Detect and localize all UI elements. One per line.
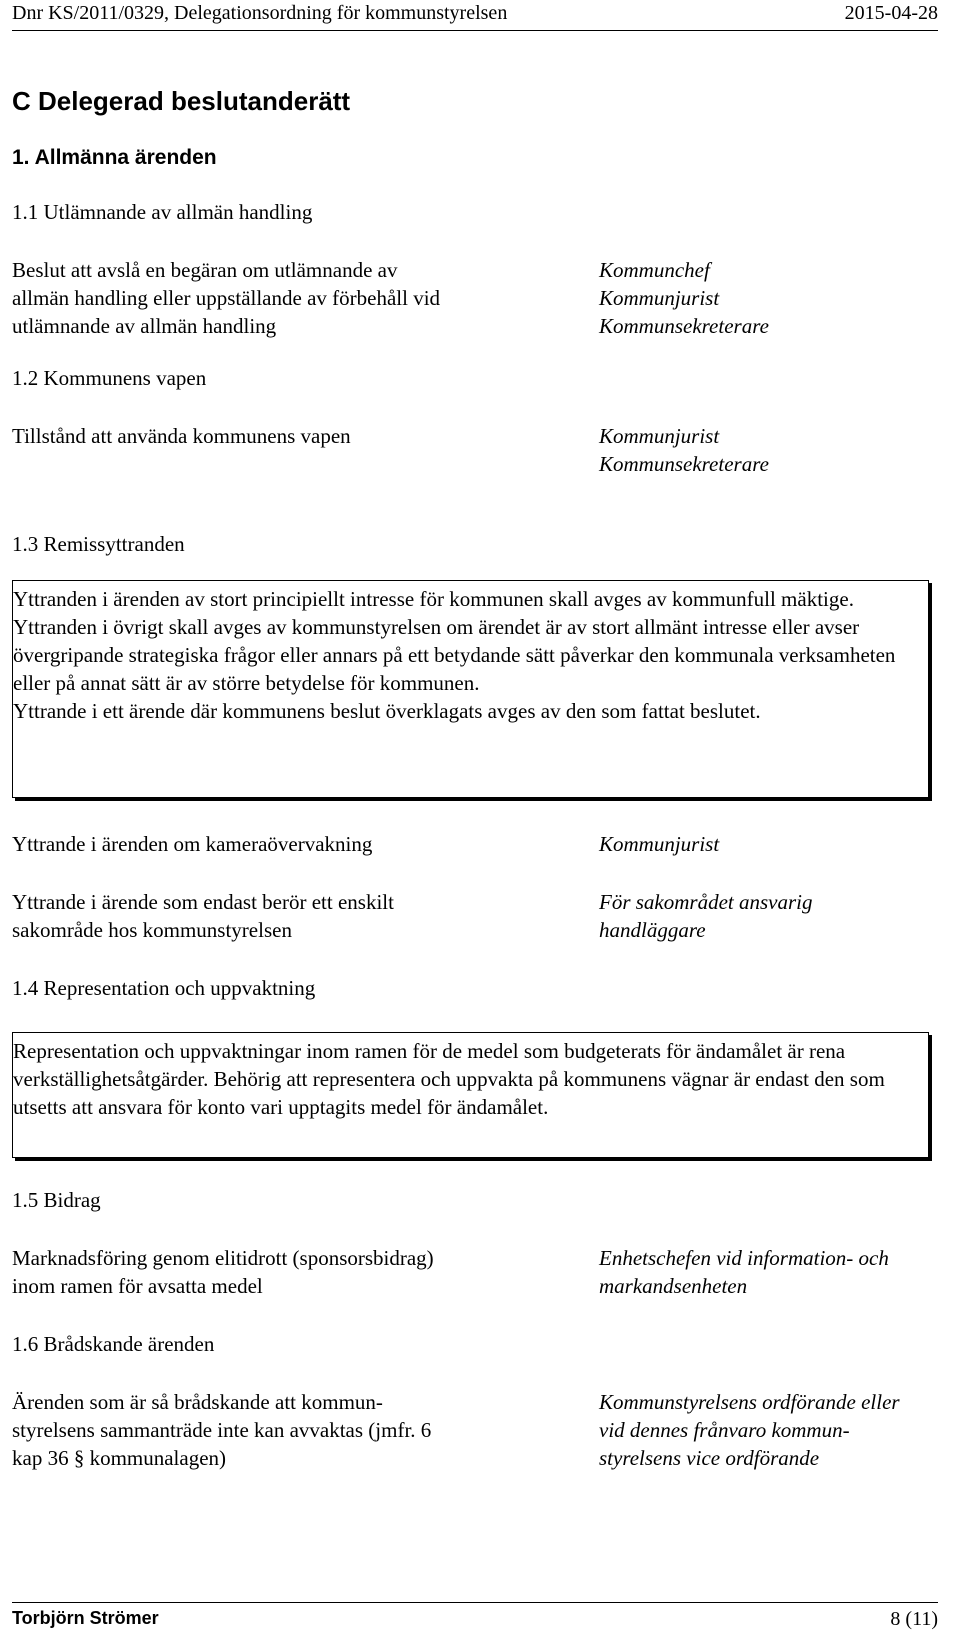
- box-paragraph-3: Yttrande i ett ärende där kommunens beslut överklagats avges av den som fattat beslutet.: [13, 699, 761, 723]
- delegate: Kommunsekreterare: [599, 314, 769, 338]
- item-line: sakområde hos kommunstyrelsen: [12, 918, 292, 942]
- header-date: 2015-04-28: [844, 2, 938, 24]
- item-line: styrelsens sammanträde inte kan avvaktas (jmfr. 6: [12, 1418, 432, 1442]
- item-line: Yttrande i ärenden om kameraövervakning: [12, 832, 373, 856]
- section-1-3-delegate-b: [599, 888, 959, 944]
- section-1-2-heading: 1.2 Kommunens vapen: [12, 366, 207, 390]
- item-line: Beslut att avslå en begäran om utlämnande av: [12, 258, 398, 282]
- delegate: Kommunjurist: [599, 286, 720, 310]
- section-1-6-heading: 1.6 Brådskande ärenden: [12, 1332, 215, 1356]
- box-text: Representation och uppvaktningar inom ramen för de medel som budgeterats för ändamålet är rena verkställighetsåtgärder. Behörig att representera och uppvakta på kommunens vägnar är endast den som utsetts att ansvara för konto vari upptagits medel för ändamålet.: [13, 1039, 885, 1119]
- delegate: Kommunjurist: [599, 424, 720, 448]
- item-line: inom ramen för avsatta medel: [12, 1274, 263, 1298]
- header-rule: [12, 30, 938, 31]
- remissyttranden-box: [12, 580, 929, 798]
- item-line: Yttrande i ärende som endast berör ett enskilt: [12, 890, 394, 914]
- delegate-line: Enhetschefen vid information- och: [599, 1246, 889, 1270]
- section-1-3-heading: 1.3 Remissyttranden: [12, 532, 185, 556]
- item-line: utlämnande av allmän handling: [12, 314, 277, 338]
- delegate-line: handläggare: [599, 918, 706, 942]
- section-1-title: 1. Allmänna ärenden: [12, 146, 217, 169]
- section-1-5-item: [12, 1244, 552, 1300]
- item-line: Ärenden som är så brådskande att kommun-: [12, 1390, 383, 1414]
- representation-box: [12, 1032, 929, 1158]
- delegate-line: Kommunstyrelsens ordförande eller: [599, 1390, 900, 1414]
- section-1-3-item-b: [12, 888, 552, 944]
- document-page: [12, 0, 940, 1635]
- section-1-3-delegate-a: Kommunjurist: [599, 832, 720, 856]
- delegate: Kommunsekreterare: [599, 452, 769, 476]
- delegate-line: markandsenheten: [599, 1274, 748, 1298]
- footer-author: Torbjörn Strömer: [12, 1608, 159, 1628]
- item-line: Tillstånd att använda kommunens vapen: [12, 424, 351, 448]
- item-line: Marknadsföring genom elitidrott (sponsorsbidrag): [12, 1246, 434, 1270]
- box-paragraph-2: Yttranden i övrigt skall avges av kommunstyrelsen om ärendet är av stort allmänt intresse eller avser övergripande strategiska frågor eller annars på ett betydande sätt påverkar den kommunala verksamheten eller på annat sätt är av större betydelse för kommunen.: [13, 615, 896, 695]
- section-1-6-delegate: [599, 1388, 959, 1472]
- item-line: allmän handling eller uppställande av förbehåll vid: [12, 286, 441, 310]
- delegate-line: För sakområdet ansvarig: [599, 890, 813, 914]
- chapter-title: C Delegerad beslutanderätt: [12, 86, 351, 116]
- box-paragraph-1: Yttranden i ärenden av stort principiellt intresse för kommunen skall avges av kommunfull mäktige.: [13, 587, 854, 611]
- section-1-3-item-a: [12, 830, 552, 858]
- delegate-line: styrelsens vice ordförande: [599, 1446, 820, 1470]
- section-1-6-item: [12, 1388, 552, 1472]
- section-1-4-heading: 1.4 Representation och uppvaktning: [12, 976, 316, 1000]
- footer-page-number: 8 (11): [890, 1608, 938, 1630]
- delegate-line: vid dennes frånvaro kommun-: [599, 1418, 850, 1442]
- section-1-1-delegates: [599, 256, 959, 340]
- header-doc-ref: Dnr KS/2011/0329, Delegationsordning för kommunstyrelsen: [12, 2, 508, 24]
- page-footer: [12, 1608, 938, 1632]
- section-1-1-heading: 1.1 Utlämnande av allmän handling: [12, 200, 313, 224]
- section-1-1-item: [12, 256, 552, 340]
- delegate: Kommunchef: [599, 258, 710, 282]
- section-1-5-heading: 1.5 Bidrag: [12, 1188, 101, 1212]
- item-line: kap 36 § kommunalagen): [12, 1446, 227, 1470]
- page-header: [12, 2, 938, 28]
- footer-rule: [12, 1602, 938, 1603]
- section-1-2-item: [12, 422, 552, 450]
- section-1-5-delegate: [599, 1244, 959, 1300]
- section-1-2-delegates: [599, 422, 959, 478]
